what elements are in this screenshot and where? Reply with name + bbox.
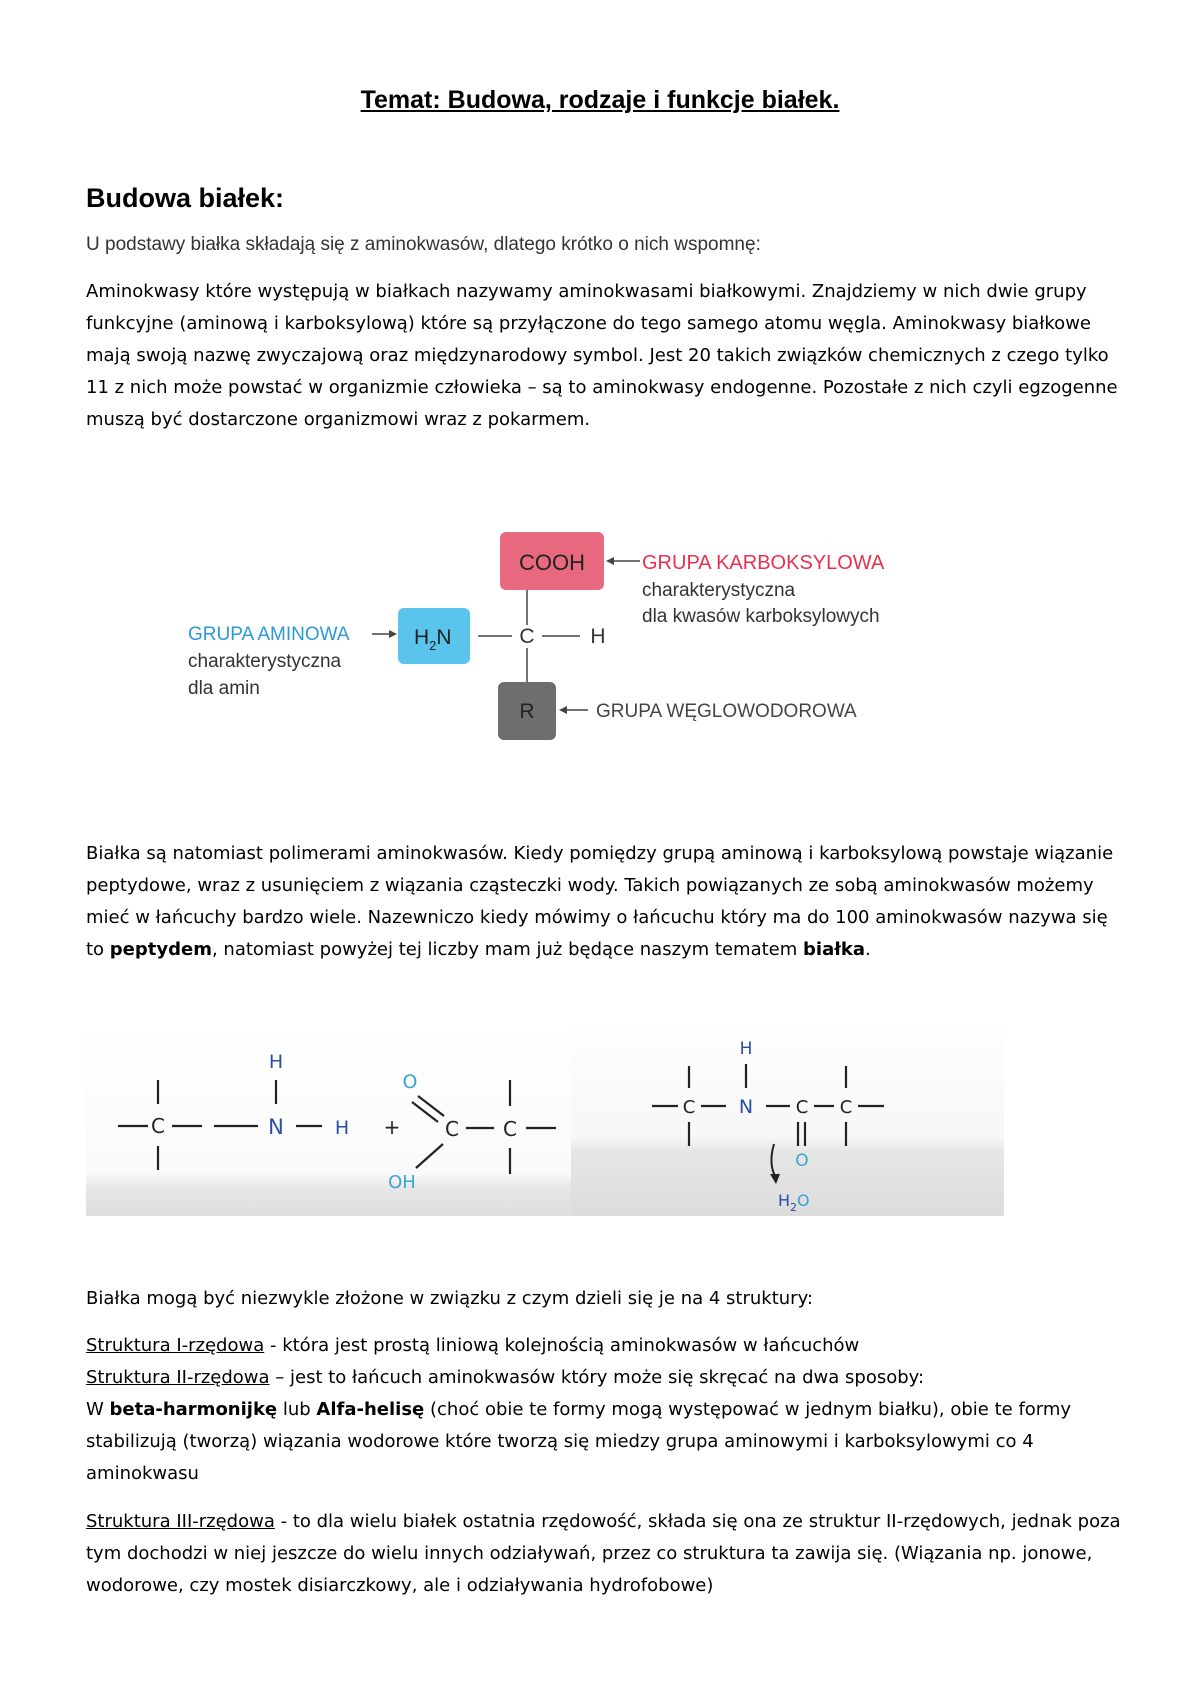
proteins-text-3: . <box>865 939 871 960</box>
svg-text:OH: OH <box>388 1172 416 1193</box>
intro-text: U podstawy białka składają się z aminokwasów, dlatego krótko o nich wspomnę: <box>86 234 761 255</box>
paragraph-structures: Struktura I-rzędowa - która jest prostą liniową kolejnością aminokwasów w łańcuchów Struktura II-rzędowa – jest to łańcuch aminokwasów który może się skręcać na dwa sposoby: W beta-harmonijkę lub Alfa-helisę (choć obie te formy mogą występować w jednym białku), obie te formy stabilizują (tworzą) wiązania wodorowe które tworzą się miedzy grupa aminowymi i karboksylowymi co 4 aminokwasu <box>86 1335 1072 1484</box>
sketch-right-bg <box>571 1018 1004 1216</box>
structure-3-text: - to dla wielu białek ostatnia rzędowość, składa się ona ze struktur II-rzędowych, jednak poza tym dochodzi w niej jeszcze do wielu innych odziaływań, przez co struktura ta zawija się. (Wiązania np. jonowe, wodorowe, czy mostek disiarczkowy, ale i odziaływania hydrofobowe) <box>86 1511 1121 1596</box>
svg-text:C: C <box>839 1097 853 1118</box>
structure-2-text: – jest to łańcuch aminokwasów który może się skręcać na dwa sposoby: <box>269 1367 925 1388</box>
carboxyl-title: GRUPA KARBOKSYLOWA <box>642 552 885 574</box>
svg-text:C: C <box>503 1117 517 1141</box>
paragraph-proteins <box>86 838 1126 966</box>
hydrocarbon-title: GRUPA WĘGLOWODOROWA <box>596 701 857 722</box>
peptide-bond-sketch <box>86 1018 1004 1216</box>
central-carbon: C <box>519 625 535 648</box>
svg-text:N: N <box>268 1115 284 1139</box>
structure-1-text: - która jest prostą liniową kolejnością aminokwasów w łańcuchów <box>264 1335 860 1356</box>
svg-text:H: H <box>334 1117 350 1139</box>
structure-2-desc: (choć obie te formy mogą występować w jednym białku), obie te formy stabilizują (tworzą) wiązania wodorowe które tworzą się miedzy grupa aminowymi i karboksylowymi co 4 aminokwasu <box>86 1399 1072 1484</box>
h2n-label: $H_2N$ <box>414 626 452 653</box>
protein-term: białka <box>803 939 866 960</box>
paragraph-structures-intro <box>86 1283 1126 1315</box>
svg-text:C: C <box>795 1097 809 1118</box>
hydrocarbon-arrowhead <box>559 706 567 714</box>
svg-text:C: C <box>151 1114 165 1138</box>
amine-arrowhead <box>389 630 397 638</box>
carboxyl-desc-2: dla kwasów karboksylowych <box>642 606 880 627</box>
amine-desc-2: dla amin <box>188 678 260 699</box>
svg-text:H: H <box>268 1051 284 1073</box>
structure-3-label: Struktura III-rzędowa <box>86 1511 275 1532</box>
cooh-label: COOH <box>519 550 585 575</box>
structure-1-label: Struktura I-rzędowa <box>86 1335 265 1356</box>
svg-text:O: O <box>402 1071 418 1093</box>
amine-title: GRUPA AMINOWA <box>188 624 350 645</box>
amino-acid-diagram <box>0 520 1200 750</box>
page-title: Temat: Budowa, rodzaje i funkcje białek. <box>360 86 840 114</box>
h2n-box <box>398 608 470 664</box>
beta-sheet-term: beta-harmonijkę <box>109 1399 278 1420</box>
svg-text:C: C <box>682 1097 696 1118</box>
carboxyl-desc-1: charakterystyczna <box>642 580 796 601</box>
svg-text:C: C <box>445 1117 459 1141</box>
svg-text:+: + <box>383 1115 401 1139</box>
paragraph-structure-3 <box>86 1506 1126 1602</box>
water-label: $H_2O$ <box>778 1191 810 1214</box>
section-heading: Budowa białek: <box>86 183 285 213</box>
hydrogen-atom: H <box>590 625 606 648</box>
paragraph-amino-acids <box>86 276 1126 436</box>
carboxyl-arrowhead <box>606 557 614 565</box>
r-label: R <box>519 700 535 723</box>
svg-text:O: O <box>795 1151 809 1171</box>
proteins-text-2: , natomiast powyżej tej liczby mam już będące naszym tematem <box>211 939 804 960</box>
alpha-helix-term: Alfa-helisę <box>316 1399 425 1420</box>
paragraph-amino-acids-text: Aminokwasy które występują w białkach nazywamy aminokwasami białkowymi. Znajdziemy w nich dwie grupy funkcyjne (aminową i karboksylową) które są przyłączone do tego samego atomu węgla. Aminokwasy białkowe mają swoją nazwę zwyczajową oraz międzynarodowy symbol. Jest 20 takich związków chemicznych z czego tylko 11 z nich może powstać w organizmie człowieka – są to aminokwasy endogenne. Pozostałe z nich czyli egzogenne muszą być dostarczone organizmowi wraz z pokarmem. <box>86 281 1118 430</box>
proteins-text-1: Białka są natomiast polimerami aminokwasów. Kiedy pomiędzy grupą aminową i karboksylową powstaje wiązanie peptydowe, wraz z usunięciem z wiązania cząsteczki wody. Takich powiązanych ze sobą aminokwasów możemy mieć w łańcuchy bardzo wiele. Nazewniczo kiedy mówimy o łańcuchu który ma do 100 aminokwasów nazywa się to <box>86 843 1114 960</box>
structures-intro-text: Białka mogą być niezwykle złożone w związku z czym dzieli się je na 4 struktury: <box>86 1288 813 1309</box>
amine-desc-1: charakterystyczna <box>188 651 342 672</box>
peptide-term: peptydem <box>109 939 212 960</box>
svg-text:N: N <box>738 1096 754 1118</box>
svg-text:H: H <box>739 1039 753 1059</box>
structure-2-label: Struktura II-rzędowa <box>86 1367 270 1388</box>
